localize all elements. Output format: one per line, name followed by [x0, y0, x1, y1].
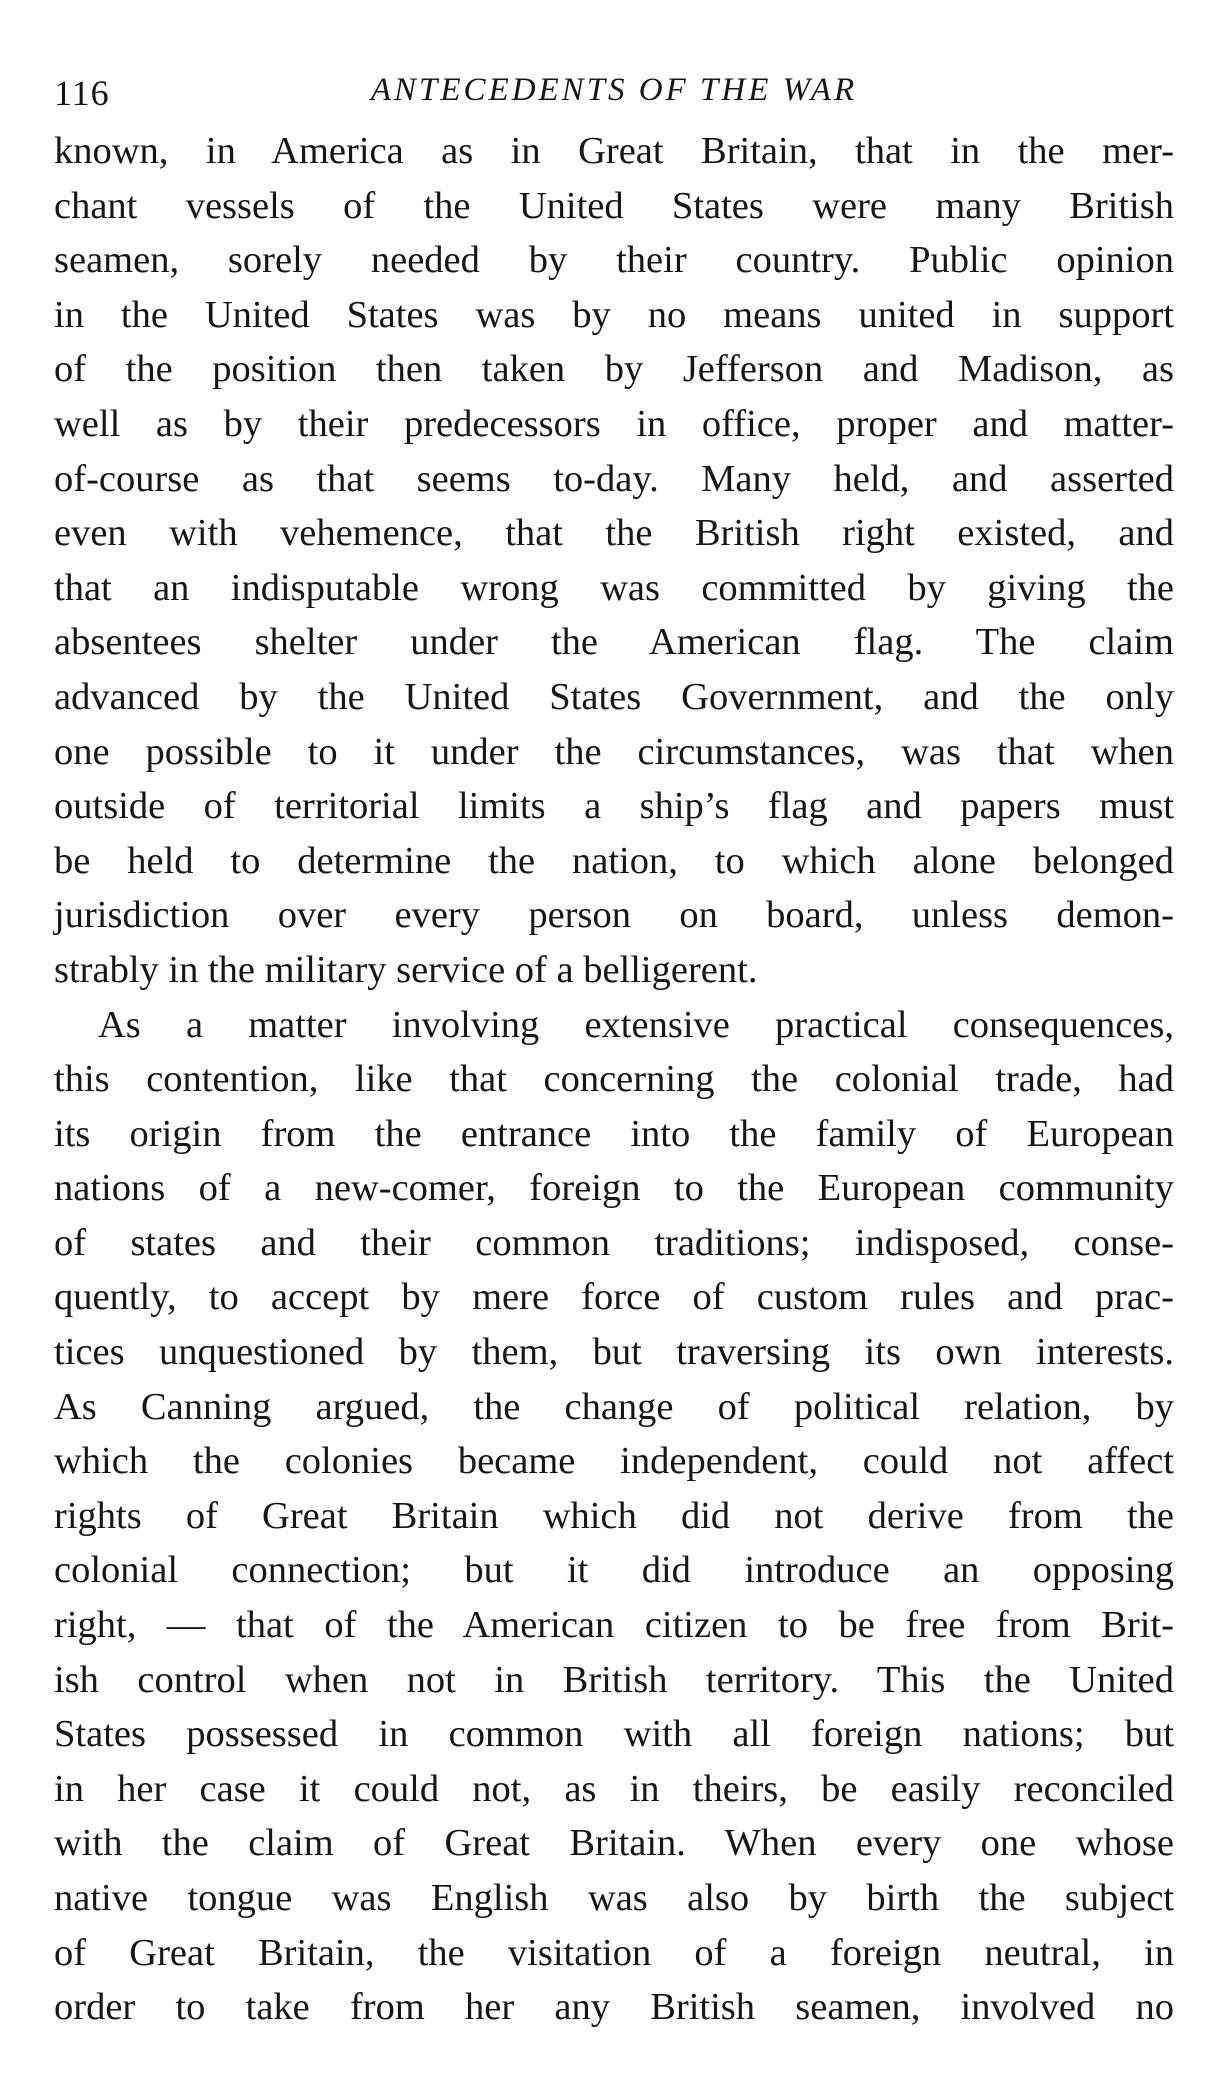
- text-line: of Great Britain, the visitation of a foreign neutral, in: [54, 1931, 1174, 1974]
- text-line: which the colonies became independent, could not affect: [54, 1440, 1174, 1483]
- running-title: ANTECEDENTS OF THE WAR: [370, 72, 858, 108]
- text-line: that an indisputable wrong was committed by giving the: [54, 566, 1174, 609]
- page-number: 116: [54, 73, 110, 113]
- text-line: in the United States was by no means united in support: [54, 293, 1174, 336]
- text-line: of-course as that seems to-day. Many held, and asserted: [54, 457, 1174, 500]
- text-line: one possible to it under the circumstances, was that when: [54, 730, 1174, 773]
- text-line: seamen, sorely needed by their country. Public opinion: [54, 239, 1174, 282]
- text-line: strably in the military service of a belligerent.: [54, 948, 758, 991]
- text-line: colonial connection; but it did introduce an opposing: [54, 1549, 1174, 1592]
- text-line: nations of a new-comer, foreign to the European community: [54, 1167, 1174, 1210]
- text-line: of the position then taken by Jefferson and Madison, as: [54, 348, 1174, 391]
- text-line: of states and their common traditions; indisposed, conse-: [54, 1221, 1174, 1264]
- body-text: [54, 124, 1174, 2035]
- text-line: quently, to accept by mere force of custom rules and prac-: [54, 1276, 1174, 1319]
- text-line: native tongue was English was also by birth the subject: [54, 1877, 1174, 1919]
- text-line: in her case it could not, as in theirs, be easily reconciled: [54, 1767, 1174, 1810]
- text-line: jurisdiction over every person on board, unless demon-: [54, 894, 1174, 937]
- text-line: with the claim of Great Britain. When every one whose: [54, 1822, 1174, 1865]
- text-line: States possessed in common with all foreign nations; but: [54, 1713, 1174, 1756]
- text-line: right, — that of the American citizen to be free from Brit-: [54, 1604, 1174, 1647]
- paragraph-1: [54, 124, 1174, 998]
- paragraph-2: [54, 998, 1174, 2035]
- text-line: well as by their predecessors in office, proper and matter-: [54, 402, 1174, 445]
- text-line: rights of Great Britain which did not derive from the: [54, 1494, 1174, 1537]
- text-line: ish control when not in British territory. This the United: [54, 1658, 1174, 1701]
- running-head: [54, 60, 1174, 124]
- text-line: absentees shelter under the American flag. The claim: [54, 621, 1174, 664]
- text-line: As Canning argued, the change of political relation, by: [54, 1385, 1174, 1428]
- text-line: advanced by the United States Government, and the only: [54, 675, 1174, 718]
- text-line: known, in America as in Great Britain, that in the mer-: [54, 130, 1174, 172]
- text-line: this contention, like that concerning the colonial trade, had: [54, 1058, 1174, 1101]
- text-line: outside of territorial limits a ship’s flag and papers must: [54, 785, 1174, 828]
- text-line: its origin from the entrance into the family of European: [54, 1112, 1174, 1155]
- book-page: [54, 60, 1174, 2035]
- text-line: be held to determine the nation, to which alone belonged: [54, 839, 1174, 882]
- text-line: even with vehemence, that the British right existed, and: [54, 512, 1174, 555]
- text-line: As a matter involving extensive practical consequences,: [98, 1003, 1174, 1046]
- text-line: tices unquestioned by them, but traversing its own interests.: [54, 1331, 1174, 1374]
- text-line: order to take from her any British seamen, involved no: [54, 1986, 1174, 2029]
- text-line: chant vessels of the United States were many British: [54, 184, 1174, 227]
